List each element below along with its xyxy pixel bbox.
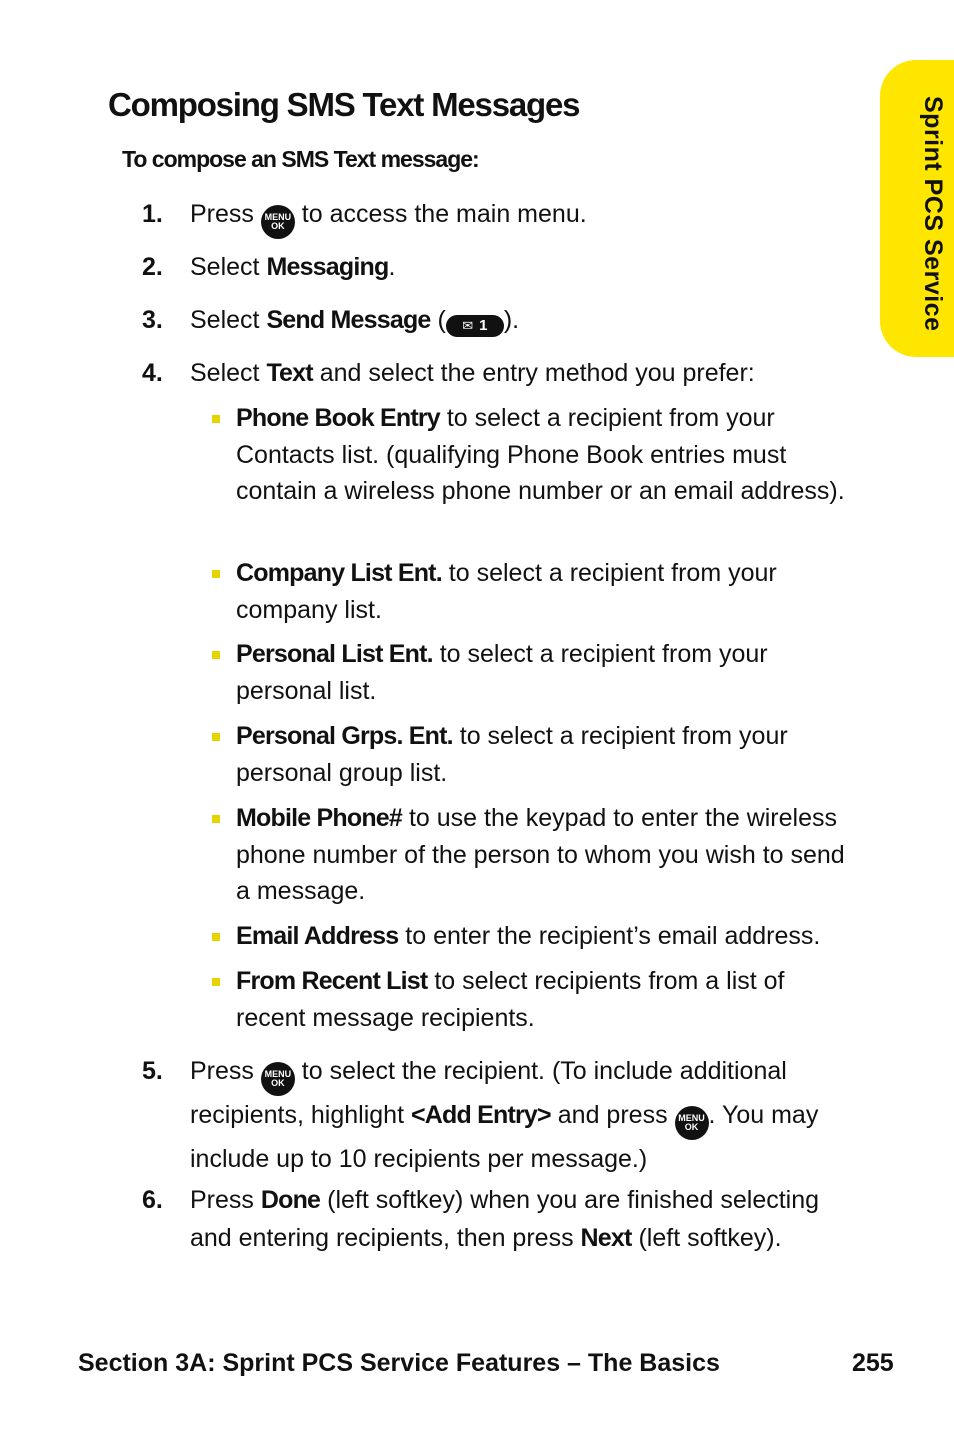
step-number: 4. [142, 359, 163, 387]
option-email-address: Email Address to enter the recipient’s email address. [236, 918, 846, 955]
menu-ok-key-icon: MENU OK [261, 1062, 295, 1096]
step-number: 6. [142, 1186, 163, 1214]
section-tab-label: Sprint PCS Service [919, 96, 947, 332]
messaging-key-icon: ✉ 1 [446, 315, 504, 337]
step-text: Select Messaging. [190, 253, 396, 281]
step-text: Select Text and select the entry method you prefer: [190, 359, 755, 387]
bullet-icon [212, 733, 220, 741]
bullet-icon [212, 978, 220, 986]
step-number: 2. [142, 253, 163, 281]
step-number: 3. [142, 306, 163, 334]
step-number: 5. [142, 1057, 163, 1085]
step-text: Press Done (left softkey) when you are finished selecting and entering recipients, then press Next (left softkey). [190, 1186, 820, 1252]
option-personal-list: Personal List Ent. to select a recipient from your personal list. [236, 636, 846, 709]
bullet-icon [212, 815, 220, 823]
menu-ok-key-icon: MENU OK [261, 205, 295, 239]
bullet-icon [212, 415, 220, 423]
step-text: Press MENU OK to select the recipient. (To include additional recipients, highlight <Add Entry> and press MENU OK . You may include up to 10 recipients per message.) [190, 1057, 819, 1173]
envelope-icon: ✉ [462, 318, 474, 333]
option-mobile-phone: Mobile Phone# to use the keypad to enter the wireless phone number of the person to whom you wish to send a message. [236, 800, 846, 910]
option-personal-groups: Personal Grps. Ent. to select a recipient from your personal group list. [236, 718, 846, 791]
option-recent-list: From Recent List to select recipients from a list of recent message recipients. [236, 963, 846, 1036]
step-text: Select Send Message ( ✉ 1 ). [190, 301, 865, 339]
option-company-list: Company List Ent. to select a recipient from your company list. [236, 555, 846, 628]
bullet-icon [212, 933, 220, 941]
page-title: Composing SMS Text Messages [108, 86, 580, 123]
bullet-icon [212, 570, 220, 578]
menu-ok-key-icon: MENU OK [675, 1106, 709, 1140]
intro-heading: To compose an SMS Text message: [122, 146, 479, 172]
step-text: Press MENU OK to access the main menu. [190, 195, 865, 239]
page-number: 255 [852, 1349, 894, 1377]
step-number: 1. [142, 200, 163, 228]
bullet-icon [212, 651, 220, 659]
option-phone-book-entry: Phone Book Entry to select a recipient from your Contacts list. (qualifying Phone Book entries must contain a wireless phone number or an email address). [236, 400, 846, 510]
footer-section-title: Section 3A: Sprint PCS Service Features – The Basics [78, 1349, 720, 1377]
